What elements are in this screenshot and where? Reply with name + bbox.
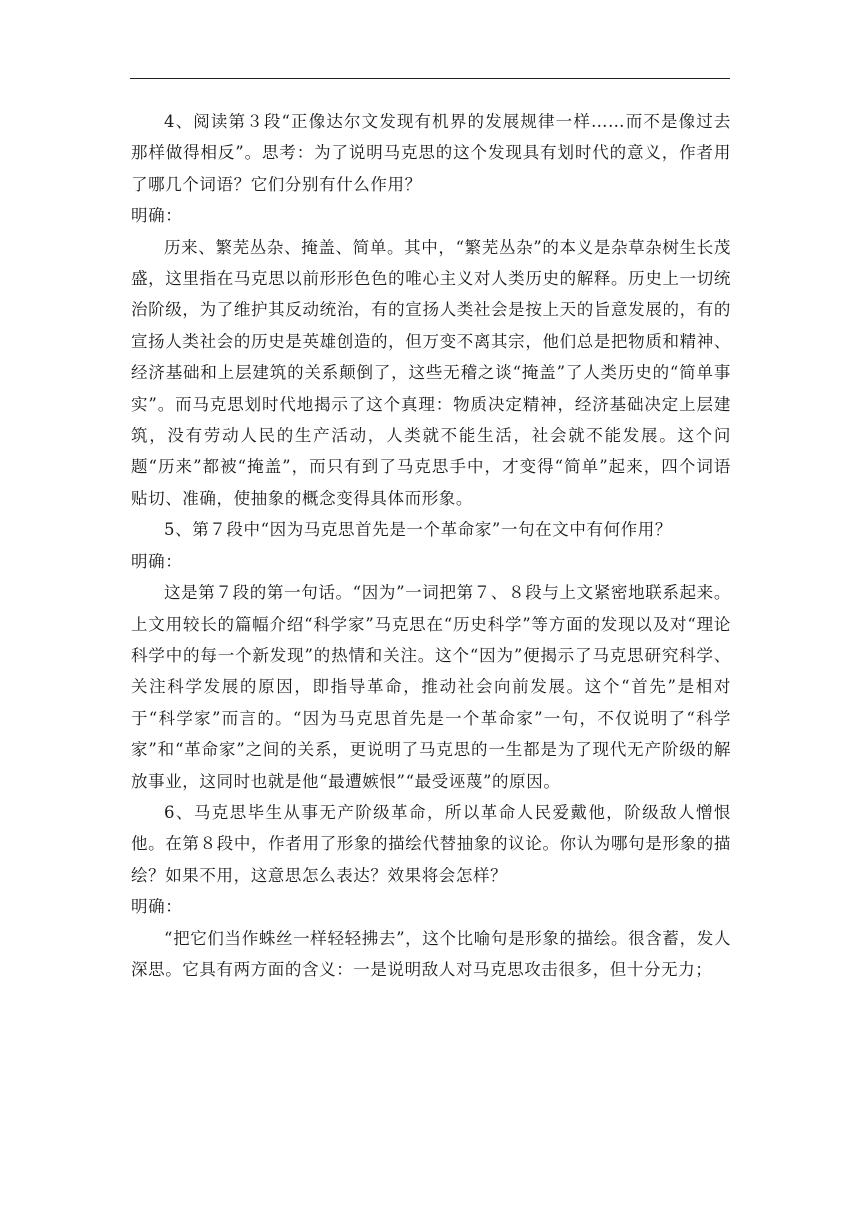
question-4: 4、阅读第３段“正像达尔文发现有机界的发展规律一样……而不是像过去那样做得相反”。思考：为了说明马克思的这个发现具有划时代的意义，作者用了哪几个词语？它们分别有什么作用？	[131, 112, 731, 194]
answer-6: “把它们当作蛛丝一样轻轻拂去”，这个比喻句是形象的描绘。很含蓄，发人深思。它具有两方面的含义：一是说明敌人对马克思攻击很多，但十分无力；	[131, 928, 731, 979]
header-rule	[130, 78, 730, 79]
answer-label: 明确：	[131, 206, 183, 226]
question-6: 6、马克思毕生从事无产阶级革命，所以革命人民爱戴他，阶级敌人憎恨他。在第８段中，作者用了形象的描绘代替抽象的议论。你认为哪句是形象的描绘？如果不用，这意思怎么表达？效果将会怎样？	[131, 802, 731, 885]
answer-label: 明确：	[131, 551, 183, 571]
answer-label: 明确：	[131, 897, 183, 917]
answer-5: 这是第７段的第一句话。“因为”一词把第７、８段与上文紧密地联系起来。上文用较长的篇幅介绍“科学家”马克思在“历史科学”等方面的发现以及对“理论科学中的每一个新发现”的热情和关注。这个“因为”便揭示了马克思研究科学、关注科学发展的原因，即指导革命，推动社会向前发展。这个“首先”是相对于“科学家”而言的。“因为马克思首先是一个革命家”一句，不仅说明了“科学家”和“革命家”之间的关系，更说明了马克思的一生都是为了现代无产阶级的解放事业，这同时也就是他“最遭嫉恨”“最受诬蔑”的原因。	[131, 583, 731, 791]
question-5: 5、第７段中“因为马克思首先是一个革命家”一句在文中有何作用？	[164, 520, 672, 540]
answer-4: 历来、繁芜丛杂、掩盖、简单。其中，“繁芜丛杂”的本义是杂草杂树生长茂盛，这里指在马克思以前形形色色的唯心主义对人类历史的解释。历史上一切统治阶级，为了维护其反动统治，有的宣扬人类社会是按上天的旨意发展的，有的宣扬人类社会的历史是英雄创造的，但万变不离其宗，他们总是把物质和精神、经济基础和上层建筑的关系颠倒了，这些无稽之谈“掩盖”了人类历史的“简单事实”。而马克思划时代地揭示了这个真理：物质决定精神，经济基础决定上层建筑，没有劳动人民的生产活动，人类就不能生活，社会就不能发展。这个问题“历来”都被“掩盖”，而只有到了马克思手中，才变得“简单”起来，四个词语贴切、准确，使抽象的概念变得具体而形象。	[131, 237, 731, 508]
document-body	[131, 106, 731, 985]
